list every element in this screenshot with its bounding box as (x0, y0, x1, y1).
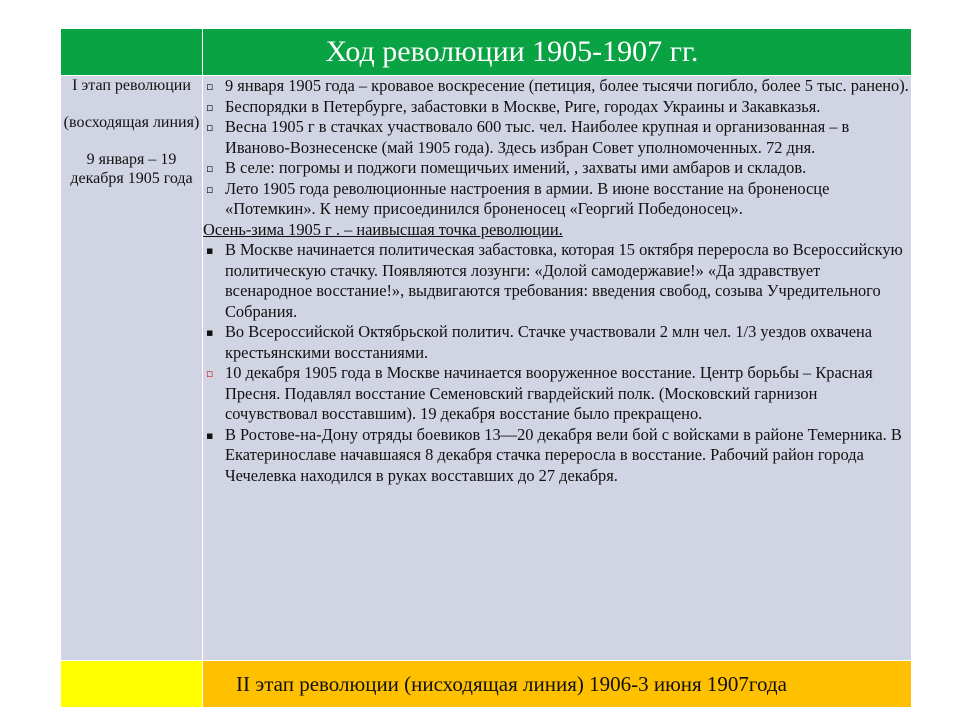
square-bullet-icon: ▫ (206, 162, 214, 175)
event-text: В Ростове-на-Дону отряды боевиков 13—20 декабря вели бой с войсками в районе Темерника. В Екатеринославе начавшаяся 8 декабря стачка переросла в восстание. Рабочий район города Чечелевка находился в руках восставших до 27 декабря. (225, 424, 902, 485)
square-bullet-icon: ▫ (206, 100, 214, 114)
events-list-2 (203, 240, 911, 486)
square-bullet-icon: ▪ (206, 244, 214, 257)
square-bullet-icon: ▫ (206, 182, 214, 196)
event-text: 10 декабря 1905 года в Москве начинается вооруженное восстание. Центр борьбы – Красная Пресня. Подавлял восстание Семеновский гвардейский полк. (Московский гарнизон сочувствовал восставшим). 19 декабря восстание было прекращено. (225, 363, 873, 423)
stage-1-dates: 9 января – 19 декабря 1905 года (70, 151, 193, 187)
revolution-table (60, 28, 912, 708)
peak-subheading: Осень-зима 1905 г . – наивысшая точка революции. (203, 219, 563, 239)
list-item (203, 158, 911, 179)
stage-1-name: I этап революции (72, 77, 191, 94)
event-text: 9 января 1905 года – кровавое воскресение (петиция, более тысячи погибло, более 5 тыс. ранено). (225, 76, 909, 95)
list-item (203, 117, 911, 158)
list-item (203, 179, 911, 220)
event-text: Во Всероссийской Октябрьской политич. Стачке участвовали 2 млн чел. 1/3 уездов охвачена крестьянскими восстаниями. (225, 322, 873, 362)
square-bullet-icon: ▪ (206, 326, 214, 339)
table-title: Ход революции 1905-1907 гг. (203, 29, 912, 76)
event-text: Весна 1905 г в стачках участвовало 600 тыс. чел. Наиболее крупная и организованная – в Иваново-Вознесенске (май 1905 года). Здесь избран Совет уполномоченных. 72 дня. (225, 117, 850, 157)
square-bullet-icon: ▫ (206, 367, 214, 380)
events-list-1 (203, 76, 911, 220)
list-item (203, 97, 911, 118)
stage-1-label (61, 76, 203, 661)
list-item (203, 425, 911, 487)
square-bullet-icon: ▫ (206, 80, 214, 93)
stage-2-empty-cell (61, 661, 203, 708)
list-item (203, 76, 911, 97)
stage-2-row (61, 661, 912, 708)
stage-1-content (203, 76, 912, 661)
event-text: Лето 1905 года революционные настроения в армии. В июне восстание на броненосце «Потемкин». К нему присоединился броненосец «Георгий Победоносец». (225, 178, 830, 218)
list-item (203, 363, 911, 425)
header-empty-cell (61, 29, 203, 76)
list-item (203, 322, 911, 363)
event-text: Беспорядки в Петербурге, забастовки в Москве, Риге, городах Украины и Закавказья. (225, 96, 821, 116)
stage-1-row (61, 76, 912, 661)
stage-1-direction: (восходящая линия) (63, 114, 200, 131)
event-text: В селе: погромы и поджоги помещичьих имений, , захваты ими амбаров и складов. (225, 158, 807, 177)
event-text: В Москве начинается политическая забастовка, которая 15 октября переросла во Всероссийскую политическую стачку. Появляются лозунги: «Долой самодержавие!» «Да здравствует всенародное восстание!», выдвигаются требования: введения свобод, созыва Учредительного Собрания. (225, 240, 903, 321)
header-row (61, 29, 912, 76)
square-bullet-icon: ▫ (206, 121, 214, 134)
square-bullet-icon: ▪ (206, 428, 214, 442)
stage-2-label: II этап революции (нисходящая линия) 1906-3 июня 1907года (203, 661, 912, 708)
list-item (203, 240, 911, 322)
